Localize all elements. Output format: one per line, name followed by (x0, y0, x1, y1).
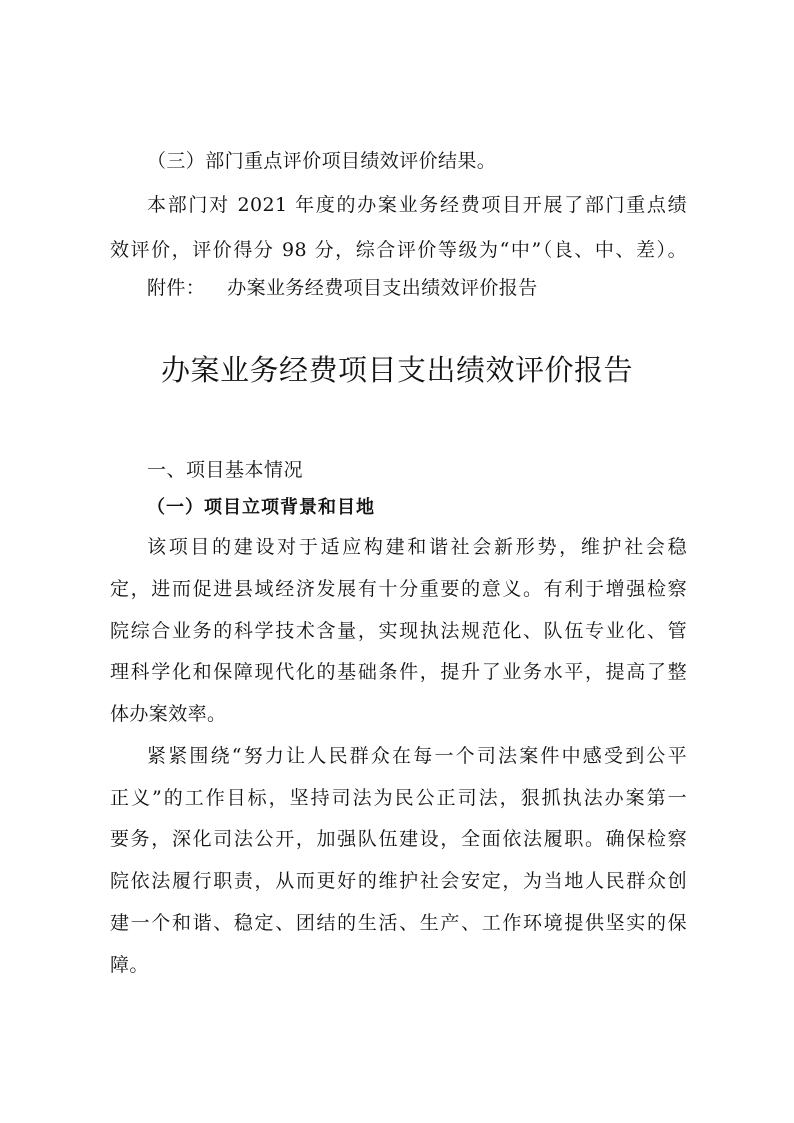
section3-text-line-2: 效评价，评价得分 98 分，综合评价等级为“中”（良、中、差）。 (110, 239, 687, 261)
paragraph-1-line-2: 定，进而促进县域经济发展有十分重要的意义。有利于增强检察 (110, 578, 687, 600)
paragraph-2-line-2: 正义”的工作目标，坚持司法为民公正司法，狠抓执法办案第一 (110, 787, 687, 809)
paragraph-1-line-4: 理科学化和保障现代化的基础条件，提升了业务水平，提高了整 (110, 661, 687, 683)
paragraph-1-line-1: 该项目的建设对于适应构建和谐社会新形势，维护社会稳 (147, 536, 687, 558)
section3-heading: （三）部门重点评价项目绩效评价结果。 (147, 150, 497, 172)
paragraph-1-line-3: 院综合业务的科学技术含量，实现执法规范化、队伍专业化、管 (110, 620, 687, 642)
paragraph-2-line-3: 要务，深化司法公开，加强队伍建设，全面依法履职。确保检察 (110, 828, 687, 850)
paragraph-2-line-1: 紧紧围绕“努力让人民群众在每一个司法案件中感受到公平 (147, 745, 687, 767)
paragraph-2-line-6: 障。 (110, 954, 149, 976)
paragraph-2-line-5: 建一个和谐、稳定、团结的生活、生产、工作环境提供坚实的保 (110, 912, 687, 934)
section-heading-1-1: （一）项目立项背景和目地 (147, 497, 375, 518)
paragraph-2-line-4: 院依法履行职责，从而更好的维护社会安定，为当地人民群众创 (110, 870, 687, 892)
paragraph-1-line-5: 体办案效率。 (110, 703, 227, 725)
report-title: 办案业务经费项目支出绩效评价报告 (160, 353, 633, 387)
section3-text-line-1: 本部门对 2021 年度的办案业务经费项目开展了部门重点绩 (147, 194, 687, 216)
attachment-label: 附件： (147, 277, 206, 299)
section-heading-1: 一、项目基本情况 (147, 459, 304, 481)
attachment-line (147, 276, 538, 300)
attachment-title: 办案业务经费项目支出绩效评价报告 (227, 277, 538, 299)
